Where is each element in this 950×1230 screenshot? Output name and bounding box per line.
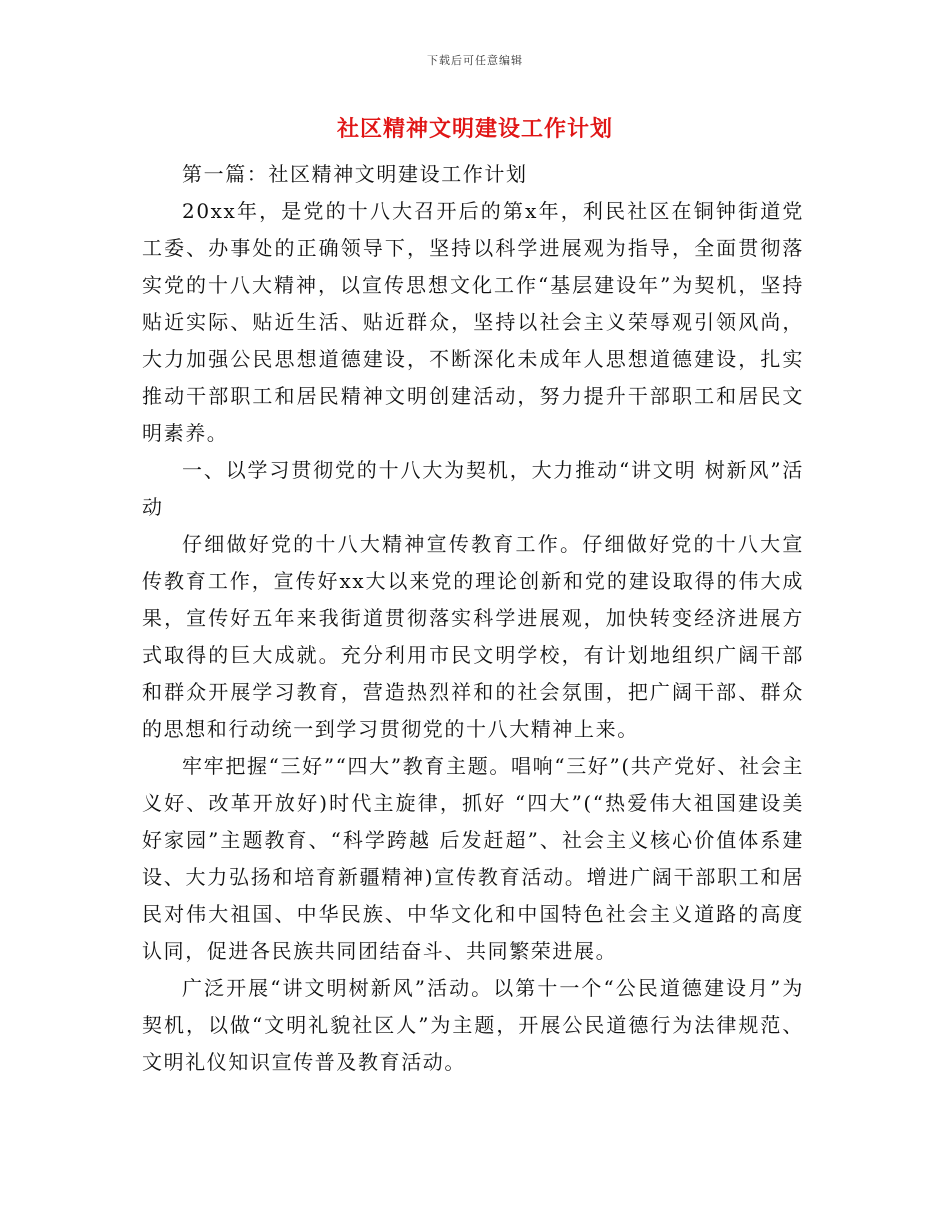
- body-paragraph: 仔细做好党的十八大精神宣传教育工作。仔细做好党的十八大宣传教育工作，宣传好xx大以来党的理论创新和党的建设取得的伟大成果，宣传好五年来我街道贯彻落实科学进展观，加快转变经济进展方式取得的巨大成就。充分利用市民文明学校，有计划地组织广阔干部和群众开展学习教育，营造热烈祥和的社会氛围，把广阔干部、群众的思想和行动统一到学习贯彻党的十八大精神上来。: [142, 532, 804, 741]
- body-paragraph: 牢牢把握“三好”“四大”教育主题。唱响“三好”(共产党好、社会主义好、改革开放好)时代主旋律，抓好 “四大”(“热爱伟大祖国建设美好家园”主题教育、“科学跨越 后发赶超”、社会主义核心价值体系建设、大力弘扬和培育新疆精神)宣传教育活动。增进广阔干部职工和居民对伟大祖国、中华民族、中华文化和中国特色社会主义道路的高度认同，促进各民族共同团结奋斗、共同繁荣进展。: [142, 754, 804, 963]
- body-paragraph: 20xx年，是党的十八大召开后的第x年，利民社区在铜钟街道党工委、办事处的正确领导下，坚持以科学进展观为指导，全面贯彻落实党的十八大精神，以宣传思想文化工作“基层建设年”为契机，坚持贴近实际、贴近生活、贴近群众，坚持以社会主义荣辱观引领风尚，大力加强公民思想道德建设，不断深化未成年人思想道德建设，扎实推动干部职工和居民精神文明创建活动，努力提升干部职工和居民文明素养。: [142, 199, 804, 445]
- header-note: 下载后可任意编辑: [427, 54, 523, 67]
- section-heading-paragraph: 第一篇：社区精神文明建设工作计划: [182, 162, 528, 186]
- document-body: [142, 156, 804, 1081]
- section-heading-paragraph: 一、以学习贯彻党的十八大为契机，大力推动“讲文明 树新风”活动: [142, 458, 804, 519]
- document-title: 社区精神文明建设工作计划: [336, 116, 613, 142]
- body-paragraph: 广泛开展“讲文明树新风”活动。以第十一个“公民道德建设月”为契机，以做“文明礼貌社区人”为主题，开展公民道德行为法律规范、文明礼仪知识宣传普及教育活动。: [142, 976, 804, 1074]
